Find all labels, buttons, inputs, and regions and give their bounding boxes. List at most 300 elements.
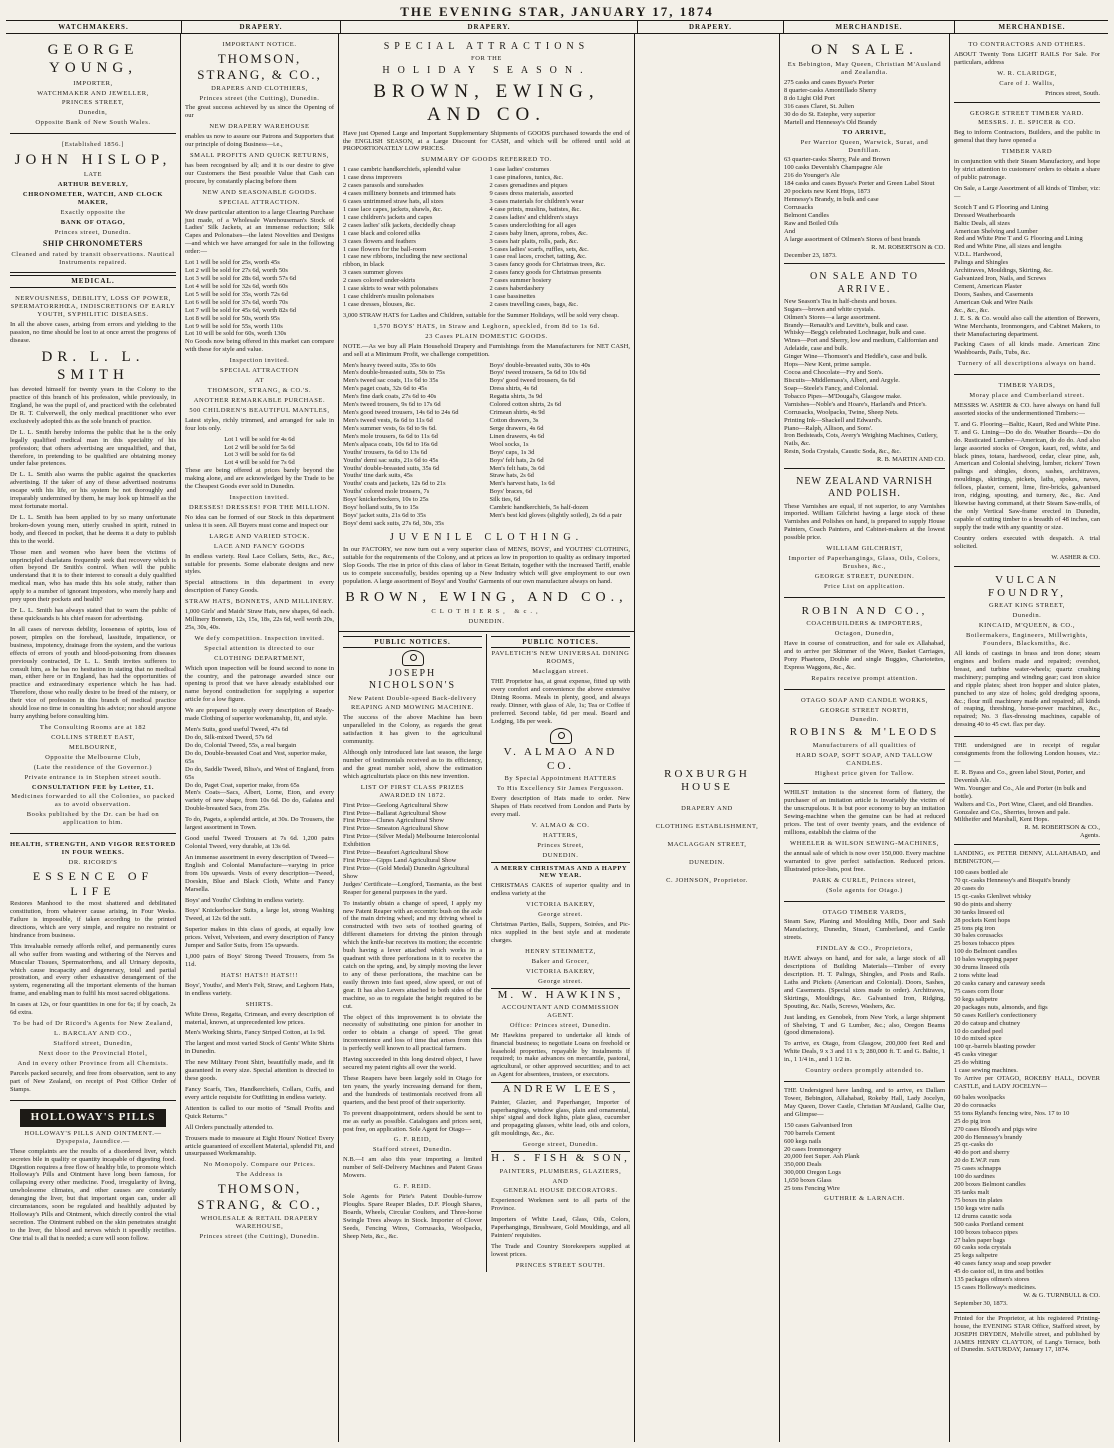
list-item: 1 case bassinettes: [489, 293, 536, 301]
goods-list-left: [343, 166, 484, 309]
ad-line: WILLIAM GILCHRIST,: [826, 545, 903, 553]
ad-title: ANDREW LEES,: [491, 1082, 630, 1096]
ad-line: IMPORTANT NOTICE.: [222, 41, 297, 48]
ad-paragraph: We draw particular attention to a large Clearing Purchase just made, of a Wholesale Warehouseman's Stock of Ladies' Silk Jackets, at an immense reduction; Silk Capes and Polonaises—the latest Novelties and Designs—and which we have arranged for sale in the following order:—: [185, 208, 334, 256]
list-item: 25 qr.-casks do: [954, 1141, 994, 1149]
section-head-merchandise-2: MERCHANDISE.: [998, 23, 1066, 31]
list-item: A large assortment of Oilmen's Stores of best brands: [784, 235, 921, 243]
list-item: 25 kegs saltpetre: [954, 1252, 998, 1260]
ad-paragraph: No Goods now being offered in this market can compare with these for style and value.: [185, 338, 334, 354]
ad-roxburgh-house: [639, 768, 775, 884]
ad-paragraph: Dr L. L. Smith also warns the public against the quackeries advertising. If the taker of any of these advertised nostrums escape with his life, or his system be not thoroughly and irreparably undermined by them, he may look up himself as the most fortunate mortal.: [10, 471, 176, 511]
ad-paragraph: Boys' and Youths' Clothing in endless variety.: [185, 896, 304, 904]
ad-line: VICTORIA BAKERY,: [526, 967, 595, 975]
ad-line: Per Warrior Queen, Warwick, Surat, and Dunfillan.: [800, 138, 929, 154]
column-2: [181, 34, 339, 1442]
list-item: 1 case children's muslin polonaises: [343, 293, 435, 301]
ad-line: GEORGE STREET NORTH,: [820, 706, 909, 714]
list-item: 7 cases summer hosiery: [489, 277, 552, 285]
ad-date: December 23, 1873.: [784, 251, 837, 259]
ad-line: Turnery of all descriptions always on hand.: [957, 360, 1097, 368]
ad-gilchrist: [784, 471, 945, 598]
ad-line: COLLINS STREET EAST,: [51, 733, 135, 741]
list-item: Hennessy's Brandy, in bulk and case: [784, 196, 879, 204]
list-item: 10 do mixed spice: [954, 1035, 1002, 1043]
ad-line: Ex Bebington, May Queen, Christian M'Ausland and Zealandia.: [787, 61, 942, 77]
ad-line: HATS! HATS!! HATS!!!: [221, 971, 298, 979]
list-item: Doors, Sashes, and Casements: [954, 290, 1034, 298]
royal-arms-emblem: [402, 650, 424, 666]
list-item: Lot 1 will be sold for 4s 6d: [224, 435, 295, 443]
list-item: Lot 8 will be sold for 50s, worth 95s: [185, 314, 280, 322]
list-item: 50 cases Keiller's confectionery: [954, 1011, 1037, 1019]
list-item: Cotton drawers, 3s: [489, 416, 539, 424]
column-1: [6, 34, 181, 1442]
list-item: Scotch T and G Flooring and Lining: [954, 203, 1049, 211]
list-item: 150 cases Galvanised Iron: [784, 1121, 853, 1129]
royal-arms-emblem: [550, 728, 572, 744]
ad-line: WATCHMAKER AND JEWELLER,: [37, 89, 149, 97]
ad-paragraph: Judges' Certificate—Longford, Tasmania, as the best Reaper for general purposes in the yard.: [343, 880, 482, 896]
list-item: Men's alpaca coats, 10s 6d to 16s 6d: [343, 440, 438, 448]
ad-martin: [784, 266, 945, 469]
list-item: Regatta shirts, 3s 9d: [489, 393, 543, 401]
ad-line: HARD SOAP, SOFT SOAP, AND TALLOW CANDLES.: [795, 751, 934, 767]
list-item: Lot 5 will be sold for 35s, worth 72s 6d: [185, 290, 288, 298]
ad-line: LIST OF FIRST CLASS PRIZES AWARDED IN 1872.: [360, 783, 465, 799]
ad-line: CONSULTATION FEE by Letter, £1.: [31, 783, 155, 791]
ad-line: C. JOHNSON, Proprietor.: [666, 876, 748, 884]
list-item: 2 cases fancy goods for Christmas presents: [489, 269, 602, 277]
ad-line: Stafford street, Dunedin.: [372, 1146, 453, 1154]
list-item: Palings and Shingles: [954, 259, 1009, 267]
list-item: 3 cases summer gloves: [343, 269, 403, 277]
ad-paragraph: These Reapers have been largely sold in Otago for ten years, the yearly increasing demand for them, and the hundreds of testimonials received from all quarters, and the best proof of their superiority.: [343, 1075, 482, 1106]
list-item: 75 cases schnapps: [954, 1165, 1002, 1173]
list-item: 5 cases ladies' scarfs, ruffles, sets, &c.: [489, 245, 589, 253]
ad-line: NEW DRAPERY WAREHOUSE: [209, 123, 310, 131]
ad-paragraph: THE undersigned are in receipt of regular consignments from the following London houses, viz.:—: [954, 742, 1100, 766]
ad-line: FINDLAY & CO., Proprietors,: [816, 945, 913, 953]
list-item: Biscuits—Middlemass's, Albert, and Argyle.: [784, 377, 900, 385]
list-item: 2 cases baby linen, aprons, robes, &c.: [489, 229, 588, 237]
list-item: Architraves, Mouldings, Skirting, &c.: [954, 267, 1053, 275]
ad-line: THOMSON, STRANG, & CO.'S.: [207, 386, 312, 394]
list-item: 40 do port and sherry: [954, 1149, 1010, 1157]
public-notices-split: [339, 634, 634, 1272]
ad-line: Octagon, Dunedin,: [834, 630, 895, 638]
section-head-merchandise-1: MERCHANDISE.: [784, 21, 955, 33]
list-item: 28 pockets Kent hops: [954, 916, 1011, 924]
ad-paragraph: In our FACTORY, we now turn out a very superior class of MEN'S, BOYS', and YOUTHS' CLOTHING, suitable for the requirements of the Colony, and at prices as low in proportion to quality as ordinary imported Slop Goods. The rise in price of this class of labor in Great Britain, together with the increased Tariff, enable us to compete successfully, besides opening up a New Industry which will give employment to our own population. A large assortment of Boys' and Youths' Garments of our own manufacture always on hand.: [343, 546, 630, 585]
ad-line: L. BARCLAY AND CO.,: [53, 1029, 133, 1037]
ad-paragraph: WHILST imitation is the sincerest form of flattery, the purchaser of an imitation article is invariably the victim of the unscrupulous. It is but poor economy to buy an imitation Sewing-machine when the genuine can be had at reduced prices. The test of over twenty years, and the evidence of millions, establish the claims of the: [784, 789, 945, 837]
ad-paragraph: The object of this improvement is to obviate the necessity of substituting one pinion for another in order to obtain a change of speed. The great inconvenience and loss of time that arises from this is perfectly well known to all practical farmers.: [343, 1013, 482, 1053]
list-item: Cocoa and Chocolate—Fry and Son's.: [784, 369, 884, 377]
list-item: Youths' demi sac suits, 21s 6d to 45s: [343, 456, 439, 464]
ad-paragraph: Mr Hawkins prepared to undertake all kinds of financial business; to negotiate Loans on freehold or leasehold properties, repayable by instalments if required; to make advances on mercantile, pastoral, agricultural, or other approved securities; and to act as Agent for absentees, trustees, or executors.: [491, 1031, 630, 1079]
ad-line: SHIRTS.: [245, 1000, 274, 1008]
list-item: Linen drawers, 4s 6d: [489, 432, 545, 440]
ad-line: DRAPERS AND CLOTHIERS,: [211, 84, 308, 92]
ad-holloway: [10, 1103, 176, 1249]
list-item: 20 do E.W.P. rum: [954, 1157, 1000, 1165]
list-item: 1 case children's jackets and capes: [343, 213, 433, 221]
list-item: 1 case ladies' costumes: [489, 166, 550, 174]
ad-thomson-strang: [185, 36, 334, 1247]
ad-paragraph: All kinds of castings in brass and iron done; steam engines and boilers made and repaired; overshot, breast, and turbine water-wheels; quartz crushing machinery; pumping and winding gear; cast iron sluice and ripple plates; sheet iron hopper and sluice plates, punched to any size of holes; gold dredging spoons, &c.; flour mill machinery made and repaired; all kinds of reaping, threshing, horse-power machines, &c., repaired; No. 3 flax-dressing machines, capable of dressing 40 to 45 cwt. flax per day.: [954, 649, 1100, 729]
imprint-text: Printed for the Proprietor, at his registered Printing-house, the EVENING STAR Office, Stafford street, by JOSEPH DRYDEN, Melville street, and published by JAMES HENRY CLAYTON, of Lang's Terrace, both of Dunedin. SATURDAY, January 17, 1874.: [954, 1314, 1100, 1354]
list-item: 30 bales corusacks: [954, 932, 1003, 940]
list-item: 200 boxes Belmont candles: [954, 1181, 1026, 1189]
ad-line: AND: [552, 1177, 569, 1185]
list-item: First Prize—Beaufort Agricultural Show: [343, 849, 449, 857]
ad-paragraph: Christmas Parties, Balls, Suppers, Soirées, and Pic-nics supplied in the best style and at moderate charges.: [491, 921, 630, 944]
ad-line: LATE: [83, 171, 103, 179]
ad-paragraph: The largest and most varied Stock of Gents' White Shirts in Dunedin.: [185, 1040, 334, 1056]
ad-line: Country orders promptly attended to.: [805, 1067, 924, 1075]
list-item: 3 cases hair plaits, rolls, pads, &c.: [489, 237, 579, 245]
ad-title: PAVLETICH'S NEW UNIVERSAL DINING ROOMS,: [491, 650, 630, 666]
ad-line: VICTORIA BAKERY,: [526, 901, 595, 909]
ad-paragraph: Beg to inform Contractors, Builders, and the public in general that they have opened a: [954, 129, 1100, 145]
ad-headline: NERVOUSNESS, DEBILITY, LOSS OF POWER, SPERMATORRHŒA, INDISCRETIONS OF EARLY YOUTH, SYPHILITIC DISEASES.: [10, 295, 176, 318]
list-item: Hops—New Kent, prime sample.: [784, 361, 871, 369]
ad-line: George street, Dunedin.: [522, 1141, 599, 1149]
list-item: And: [784, 227, 796, 235]
list-item: &c., &c., &c.: [954, 306, 990, 314]
ad-line: HATTERS,: [543, 831, 578, 839]
ad-line: 23 Cases PLAIN DOMESTIC GOODS.: [425, 332, 548, 340]
ad-line: To His Excellency Sir James Fergusson.: [496, 785, 625, 793]
ad-line: By Special Appointment HATTERS: [504, 775, 617, 783]
ad-line: Princes street, South.: [1045, 89, 1100, 97]
ad-title: BROWN, EWING, AND CO.: [373, 81, 600, 126]
ad-line: 500 CHILDREN'S BEAUTIFUL MANTLES,: [189, 406, 330, 414]
ad-paragraph: The great success achieved by us since the Opening of our: [185, 104, 334, 120]
ad-line: SPECIAL ATTRACTION.: [218, 198, 301, 206]
list-item: 2 cases travelling cases, bags, &c.: [489, 301, 578, 308]
ad-line: Maclaggan street.: [532, 667, 589, 675]
ad-headline: A MERRY CHRISTMAS AND A HAPPY NEW YEAR.: [491, 862, 630, 881]
list-item: Silk ties, 6d: [489, 496, 521, 504]
list-item: 63 quarter-casks Sherry, Pale and Brown: [784, 156, 890, 164]
ad-line: Princes street, Dunedin.: [54, 228, 132, 236]
signature: W. & G. TURNBULL & CO.: [1023, 1291, 1100, 1299]
ad-line: AT: [254, 377, 265, 385]
list-item: Boys' knickerbockers, 10s to 25s: [343, 496, 429, 504]
ad-paragraph: Have just Opened Large and Important Supplementary Shipments of GOODS purchased towards the end of the ENGLISH SEASON, at a Large Discount for CASH, and which will be offered until sold at PROPORTIONATELY LOW PRICES.: [343, 129, 630, 153]
ad-line: CHRONOMETER, WATCH, AND CLOCK MAKER,: [22, 191, 164, 207]
ad-paragraph: In cases at 12s, or four quantities in one for 6s; if by coach, 2s 6d extra.: [10, 1001, 176, 1017]
list-item: 2 tons white lead: [954, 972, 999, 980]
list-item: 150 kegs wire nails: [954, 1204, 1005, 1212]
list-item: American Shelving and Lumber: [954, 227, 1038, 235]
ad-line: KINCAID, M'QUEEN, & CO.,: [978, 622, 1076, 630]
ad-line: George street.: [538, 911, 583, 919]
ad-paragraph: These Varnishes are equal, if not superior, to any Varnishes imported. William Gilchrist having a large stock of these Varnishes and Polishes on hand, is prepared to supply House Painters, Coach Painters, and Cabinet-makers at the lowest possible price.: [784, 502, 945, 542]
list-item: American Oak and Wire Nails: [954, 298, 1033, 306]
ad-line: W. R. CLARIDGE,: [997, 69, 1057, 77]
ad-line: COACHBUILDERS & IMPORTERS,: [806, 620, 923, 628]
list-item: Dressed Weatherboards: [954, 211, 1016, 219]
list-item: 100 boxes tobacco pipes: [954, 1228, 1018, 1236]
list-item: Men's heavy tweed suits, 35s to 60s: [343, 361, 437, 369]
section-heads: [6, 21, 1108, 34]
ad-line: OTAGO SOAP AND CANDLE WORKS,: [801, 696, 928, 704]
item-list: [784, 156, 945, 243]
ad-title: ROBIN AND CO.,: [801, 604, 928, 617]
list-item: Corrusacks: [784, 203, 814, 211]
ad-line: Office: Princes street, Dunedin.: [509, 1021, 612, 1029]
ad-paragraph: the annual sale of which is now over 150,000. Every machine warranted to give perfect satisfaction. Reduced prices. Illustrated price-lists, post free.: [784, 849, 945, 873]
ad-robin: [784, 600, 945, 690]
ad-paragraph: Country orders executed with despatch. A trial solicited.: [954, 534, 1100, 550]
list-item: Boys' tweed trousers, 5s 6d to 10s 6d: [489, 369, 587, 377]
ad-line: MACLAGGAN STREET,: [667, 840, 747, 848]
list-item: Lot 4 will be sold for 32s 6d, worth 60s: [185, 282, 288, 290]
list-item: 700 barrels Cement: [784, 1129, 835, 1137]
ad-title: ON SALE AND TO ARRIVE.: [809, 271, 920, 295]
list-item: Youths' double-breasted suits, 35s 6d: [343, 464, 440, 472]
list-item: Serge drawers, 4s 6d: [489, 424, 544, 432]
section-public-notices: PUBLIC NOTICES.: [491, 636, 630, 649]
ad-line: PRINCES STREET,: [61, 99, 125, 107]
blank-space: [639, 36, 775, 766]
list-item: 35 tanks malt: [954, 1188, 990, 1196]
list-item: 1 case skirts to wear with polonaises: [343, 285, 438, 293]
mens-list-right: [490, 362, 631, 528]
ad-paragraph: Experienced Workmen sent to all parts of the Province.: [491, 1197, 630, 1213]
list-item: 1 case sewing machines.: [954, 1067, 1018, 1075]
list-item: 25 tons Fencing Wire: [784, 1185, 840, 1193]
ad-line: REAPING AND MOWING MACHINE.: [350, 704, 475, 712]
ad-line: 1,570 BOYS' HATS, in Straw and Leghorn, speckled, from 8d to 1s 6d.: [373, 322, 600, 330]
ad-paragraph: The success of the above Machine has been unparalleled in the Colony, as regards the great satisfaction it has given to the agricultural community.: [343, 714, 482, 746]
ad-line: Highest price given for Tallow.: [814, 769, 915, 777]
prizes-list: [343, 802, 482, 881]
ad-line: GEORGE STREET, DUNEDIN.: [814, 572, 915, 580]
signature: GUTHRIE & LARNACH.: [824, 1195, 905, 1203]
ad-paragraph: Sole Agents for Pirie's Patent Double-furrow Ploughs. Spare Reaper Blades, D.F. Plough Shares, Boards, Wheels, Circular Coulters, and Three-horse Swingle Trees always in Stock. Importer of Clover Seeds, Fencing Wires, Corrusacks, Woolpacks, Sheep Nets, &c., &c.: [343, 1192, 482, 1240]
list-item: Boys' good tweed trousers, 6s 6d: [489, 377, 576, 385]
list-item: Galvanized Iron, Nails, and Screws: [954, 275, 1047, 283]
ad-title: V. ALMAO AND CO.: [503, 746, 618, 772]
list-item: 30 do do St. Estephe, very superior: [784, 110, 876, 118]
ad-paragraph: Have in course of construction, and for sale ex Allahabad, and to arrive per Skimmer of the Wave, Basket Carriages, Pony Phaetons, Double and single Buggies, Chariotettes, Express Waggons, &c., &c.: [784, 640, 945, 671]
list-item: First Prize—Clunes Agricultural Show: [343, 817, 444, 825]
mens-lists: [343, 362, 630, 528]
list-item: 1 case black and colored silks: [343, 229, 421, 237]
list-item: Red and White Pine, all sizes and lengths: [954, 243, 1062, 251]
ad-title: ESSENCE OF LIFE: [32, 868, 154, 898]
list-item: Brandy—Renault's and Levitte's, bulk and case.: [784, 321, 909, 329]
ad-title: THOMSON, STRANG, & CO.,: [197, 1181, 322, 1213]
list-item: Men's tweed vests, 6s 6d to 11s 6d: [343, 416, 433, 424]
list-item: 20,000 feet Super. Ash Plank: [784, 1153, 860, 1161]
list-item: Youths' coats and jackets, 12s 6d to 21s: [343, 480, 446, 488]
ad-line: PAINTERS, PLUMBERS, GLAZIERS,: [499, 1167, 622, 1175]
list-item: Men's paget coats, 32s 6d to 45s: [343, 385, 428, 393]
ad-line: DRESSES! DRESSES! FOR THE MILLION.: [188, 503, 331, 511]
section-head-drapery-3: DRAPERY.: [638, 21, 784, 33]
ad-paragraph: J. E. S. & Co. would also call the attention of Brewers, Wine Merchants, Ironmongers, and Cabinet Makers, to their Manufacturing department.: [954, 314, 1100, 338]
ad-paragraph: All Orders punctually attended to.: [185, 1123, 274, 1131]
list-item: First Prize—(Silver Medal) Melbourne Intercolonial Exhibition: [343, 833, 480, 849]
list-item: 20 cases Ironmongery: [784, 1145, 842, 1153]
ad-line: ACCOUNTANT AND COMMISSION AGENT.: [501, 1003, 620, 1019]
list-item: Men's Suits, good useful Tweed, 47s 6d: [185, 726, 289, 734]
ad-headline: JUVENILE CLOTHING.: [389, 531, 584, 543]
list-item: Sugars—brown and white crystals.: [784, 305, 875, 313]
list-item: 135 packages oilmen's stores: [954, 1276, 1030, 1284]
list-item: Men's good tweed trousers, 14s 6d to 24s 6d: [343, 409, 459, 417]
ad-headline: HOLLOWAY'S PILLS AND OINTMENT.—Dyspepsia, Jaundice.—: [24, 1129, 162, 1145]
list-item: Varnishes—Noble's and Hoare's, Harland's and Price's.: [784, 400, 927, 408]
list-item: Men's tweed sac coats, 11s 6d to 35s: [343, 377, 439, 385]
list-item: 600 kegs nails: [784, 1137, 822, 1145]
ad-paragraph: To instantly obtain a change of speed, I apply my new Patent Reaper with an eccentric bush on the axle of the main driving wheel; and my driving wheel is constructed with two sets of toothed gearing of different diameters for driving the pinion through which the knife-bar receives its motion; the eccentric bush having a lever attached which works in a quadrant with three perforations in it to receive the catch on the spring, and, by simply moving the lever to any of these perforations, the machine can be easily thrown into fast speed, slow speed, or out of gear. It has also Levers attached to both sides of the machine, so as to regulate the height required to be cut.: [343, 899, 482, 1010]
ad-paragraph: Parcels packed securely, and free from observation, sent to any part of New Zealand, on receipt of Post Office Order of Stamps.: [10, 1069, 176, 1093]
list-item: 184 casks and cases Bysse's Porter and Green Label Stout: [784, 180, 935, 188]
list-item: 3 cases materials for children's wear: [489, 198, 584, 206]
ad-paragraph: Superior makes in this class of goods, at equally low prices. Velvet, Velveteen, and every description of Fancy Jumper and Sailor Suits, from 15s upwards.: [185, 926, 334, 950]
ad-line: Inspection invited.: [229, 357, 290, 365]
ad-line: TO ARRIVE,: [842, 128, 887, 136]
list-item: Youths' tine dark suits, 45s: [343, 472, 413, 480]
list-item: Lot 2 will be sold for 27s 6d, worth 50s: [185, 267, 288, 275]
ad-line: CLOTHING ESTABLISHMENT,: [655, 822, 759, 830]
ad-paragraph: To prevent disappointment, orders should be sent to me as early as possible. Catalogues and prices sent, post free, on application. Sole Agent for Otago—: [343, 1109, 482, 1133]
list-item: Lot 4 will be sold for 7s 6d: [224, 459, 295, 467]
ad-line: Stafford street, Dunedin,: [53, 1039, 133, 1047]
ad-line: Princes Street,: [537, 841, 584, 849]
item-list: [784, 1122, 945, 1193]
ad-line: LARGE AND VARIED STOCK.: [209, 532, 310, 540]
list-item: 25 do pig iron: [954, 1117, 991, 1125]
ad-line: G. F. REID.: [393, 1183, 432, 1191]
list-item: Martell and Hennessy's Old Brandy: [784, 118, 877, 126]
list-item: Do do, Double-breasted Coat and Vest, superior make, 65s: [185, 749, 327, 765]
ad-paragraph: Special attractions in this department in every description of Fancy Goods.: [185, 579, 334, 595]
ad-line: Dunedin,: [78, 109, 108, 117]
list-item: 3 cases fancy goods for Christmas trees, &c.: [489, 261, 606, 269]
list-item: 2 cases ladies' and children's stays: [489, 213, 579, 221]
lots-list: [185, 259, 334, 338]
list-item: 70 qr.-casks Hennessy's and Bisquit's brandy: [954, 877, 1071, 885]
ad-line: Opposite Bank of New South Wales.: [35, 119, 151, 127]
list-item: 15 cases Holloway's medicines.: [954, 1284, 1037, 1292]
ad-line: FOR THE: [471, 55, 502, 63]
ad-paragraph: THE Undersigned have landing, and to arrive, ex Dallam Tower, Bebington, Allahabad, Rokeby Hall, Lady Jocelyn, May Queen, Dover Castle, Christian M'Ausland, Gallie Oar, and Glimpse—: [784, 1087, 945, 1118]
ad-paragraph: An immense assortment in every description of Tweed—English and Colonial Manufacture—varying in price from 10s upwards. Vests of every description—Tweed, Doeskin, Blue and Black Cloth, White and Fancy Marsella.: [185, 853, 334, 893]
list-item: New Season's Tea in half-chests and boxes.: [784, 297, 897, 305]
ad-line: Opposite the Melbourne Club,: [45, 753, 141, 761]
list-item: Whisky—Begg's celebrated Lochnagar, bulk and case.: [784, 329, 926, 337]
ad-line: Agents.: [1079, 832, 1100, 840]
list-item: Corrusacks, Woolpacks, Twine, Sheep Nets.: [784, 408, 899, 416]
ad-line: DUNEDIN.: [688, 858, 726, 866]
ad-line: George street.: [538, 977, 583, 985]
list-item: 3 cases flowers and feathers: [343, 237, 416, 245]
ad-title: M. W. HAWKINS,: [491, 988, 630, 1002]
ad-paragraph: White Dress, Regatta, Crimean, and every description of material, known, at unprecedented low prices.: [185, 1010, 334, 1026]
ad-line: STRAW HATS, BONNETS, AND MILLINERY.: [185, 598, 334, 606]
ad-line: Private entrance is in Stephen street south.: [24, 773, 162, 781]
list-item: 30 tanks linseed oil: [954, 908, 1005, 916]
list-item: Iron Bedsteads, Cots, Avery's Weighing Machines, Cutlery, Nails, &c.: [784, 432, 938, 448]
ad-paragraph: Just landing, ex Genobek, from New York, a large shipment of Shelving, T and G Lumber, &c.; also, Oregon Beams (good dimensions).: [784, 1013, 945, 1037]
ad-line: Care of J. Wallis,: [999, 79, 1055, 87]
ad-paragraph: The new Military Front Shirt, beautifully made, and fit guaranteed in every size. Special attention is directed to these goods.: [185, 1059, 334, 1083]
goods-lists: [343, 166, 630, 309]
ad-claridge: [954, 36, 1100, 103]
ad-line: Dunedin.: [1012, 612, 1042, 620]
list-item: First Prize—Smeaton Agricultural Show: [343, 825, 449, 833]
list-item: 1 case dress improvers: [343, 174, 403, 182]
ad-paragraph: ABOUT Twenty Tons LIGHT RAILS For Sale. For particulars, address: [954, 50, 1100, 66]
ad-line: CLOTHIERS, &c.,: [431, 607, 542, 615]
ad-paragraph: Dr L. L. Smith has been applied to by so many unfortunate broken-down young men, utterly crushed in spirit, ruined in body, and fleeced in pocket, that he deems it a duty to publish this to the world.: [10, 513, 176, 545]
ad-line: (Late the residence of the Governor.): [33, 763, 153, 771]
ad-line: Special attention is directed to our: [204, 644, 315, 652]
list-item: 60 bales woolpacks: [954, 1093, 1005, 1101]
list-item: Youths' colored mole trousers, 7s: [343, 488, 430, 496]
item-list: [784, 298, 945, 456]
list-item: First Prize—Ballarat Agricultural Show: [343, 809, 447, 817]
ad-title: JOSEPH NICHOLSON'S: [368, 668, 457, 692]
ad-paragraph: CHRISTMAS CAKES of superior quality and in endless variety at the: [491, 882, 630, 898]
list-item: Tobacco Pipes—M'Dougal's, Glasgow make.: [784, 392, 902, 400]
ad-line: TIMBER YARD: [1001, 148, 1053, 156]
ad-line: OTAGO TIMBER YARDS,: [822, 908, 907, 916]
ad-paragraph: Dr L. L. Smith has always stated that to warn the public of these quicksands is his chief reason for advertising.: [10, 607, 176, 623]
ad-line: Repairs receive prompt attention.: [811, 674, 918, 682]
signature: R. M. ROBERTSON & CO.: [871, 243, 945, 251]
list-item: Soap—Steele's Fancy, and Colonial.: [784, 384, 879, 392]
list-item: Colored cotton shirts, 2s 6d: [489, 401, 562, 409]
ad-line: DUNEDIN.: [542, 851, 579, 859]
list-item: 25 tons pig iron: [954, 924, 995, 932]
ad-title: ROBINS & M'LEODS: [789, 726, 940, 739]
ad-guthrie: [784, 1084, 945, 1209]
list-item: 60 casks soda crystals: [954, 1244, 1012, 1252]
ad-paragraph: No idea can be formed of our Stock in this department unless it is seen. All Buyers must come and inspect our: [185, 513, 334, 529]
ad-paragraph: Packing Cases of all kinds made. American Zinc Washboards, Pails, Tubs, &c.: [954, 341, 1100, 357]
ad-line: To be had of Dr Ricord's Agents for New Zealand,: [13, 1020, 173, 1028]
list-item: Lot 2 will be sold for 5s 6d: [224, 443, 295, 451]
ad-line: V. ALMAO & CO.: [531, 821, 590, 829]
ad-john-hislop: [10, 136, 176, 273]
ad-paragraph: Having succeeded in this long desired object, I have secured my patent rights all over the world.: [343, 1056, 482, 1072]
list-item: 10 do candied peel: [954, 1027, 1003, 1035]
list-item: 1 case lace capes, jackets, shawls, &c.: [343, 205, 443, 213]
ad-paragraph: These complaints are the results of a disordered liver, which secretes bile in quality or quantity incapable of digesting food. Digestion requires a free flow of healthy bile, to promote which Holloway's Pills and Ointment have long been famous, for collapsing every other medicine. Food, irregularity of living, unwholesome climates, and other causes are constantly deranging the liver, but that important organ can, under all circumstances, soon be regulated and healthily adjusted by Holloway's Pills and Ointment, which directly control the vital secretion. The Ointment rubbed on the skin penetrates straight to the liver, the blood and nerves which it speedily rectifies. One trial is all that is needed; a cure will soon follow.: [10, 1147, 176, 1242]
list-item: Red and White Pine T and G Flooring and Lining: [954, 235, 1083, 243]
ad-line: BANK OF OTAGO,: [60, 219, 126, 227]
list-item: Lot 7 will be sold for 45s 6d, worth 82s 6d: [185, 306, 297, 314]
ad-vulcan-foundry: [954, 569, 1100, 738]
list-item: Oilmen's Stores—a large assortment.: [784, 313, 881, 321]
public-notices-left: [339, 634, 487, 1272]
list-item: Boys' demi sack suits, 27s 6d, 30s, 35s: [343, 519, 444, 527]
ad-line: (Sole agents for Otago.): [826, 886, 903, 894]
ad-line: Princes street (the Cutting), Dunedin.: [199, 94, 320, 102]
list-item: 1 case flowers for the ball-room: [343, 245, 427, 253]
ad-line: TIMBER YARDS,: [998, 382, 1056, 390]
list-item: Do do, Saddle Tweed, Bliss's, and West of England, from 65s: [185, 765, 334, 781]
ad-headline: SPECIAL ATTRACTIONS: [383, 41, 590, 52]
